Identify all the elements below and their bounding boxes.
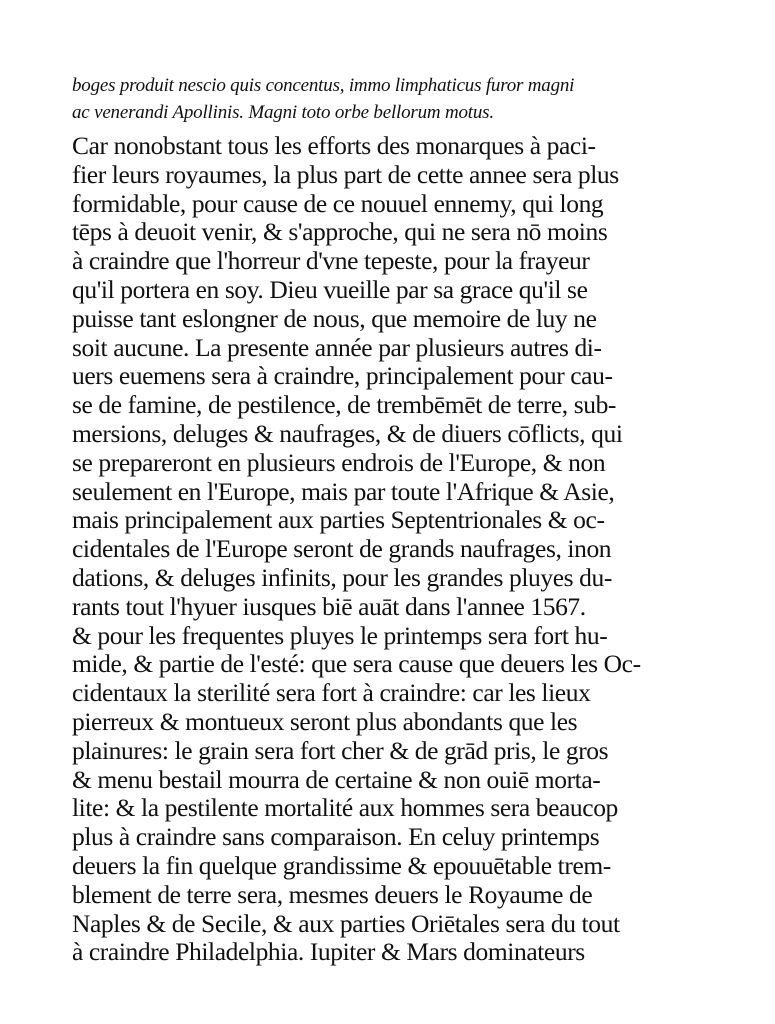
body-line: puisse tant eslongner de nous, que memoire de luy ne	[72, 303, 597, 333]
body-line: blement de terre sera, mesmes deuers le Royaume de	[72, 879, 593, 909]
body-line: & pour les frequentes pluyes le printemps sera fort hu-	[72, 620, 608, 650]
latin-line: boges produit nescio quis concentus, immo limphaticus furor magni	[72, 75, 575, 96]
body-line: uers euemens sera à craindre, principalement pour cau-	[72, 361, 613, 391]
latin-line: ac venerandi Apollinis. Magni toto orbe bellorum motus.	[72, 102, 494, 123]
body-line: mide, & partie de l'esté: que sera cause que deuers les Oc-	[72, 649, 641, 679]
body-line: pierreux & montueux seront plus abondants que les	[72, 706, 578, 736]
body-line: plainures: le grain sera fort cher & de grād pris, le gros	[72, 735, 609, 765]
body-line: fier leurs royaumes, la plus part de cette annee sera plus	[72, 159, 619, 189]
body-line: tēps à deuoit venir, & s'approche, qui ne sera nō moins	[72, 217, 608, 247]
text-block	[72, 72, 672, 967]
body-line: se prepareront en plusieurs endrois de l'Europe, & non	[72, 447, 606, 477]
body-paragraph	[72, 132, 672, 967]
body-line: dations, & deluges infinits, pour les grandes pluyes du-	[72, 562, 612, 592]
body-line: cidentales de l'Europe seront de grands naufrages, inon	[72, 534, 612, 564]
body-line: Car nonobstant tous les efforts des monarques à paci-	[72, 131, 596, 160]
body-line: lite: & la pestilente mortalité aux hommes sera beaucop	[72, 793, 618, 823]
body-line: mais principalement aux parties Septentrionales & oc-	[72, 505, 605, 535]
body-line: rants tout l'hyuer iusques biē auāt dans l'annee 1567.	[72, 591, 586, 621]
body-line: cidentaux la sterilité sera fort à craindre: car les lieux	[72, 678, 591, 708]
body-line: se de famine, de pestilence, de trembēmēt de terre, sub-	[72, 390, 617, 420]
body-line: à craindre Philadelphia. Iupiter & Mars dominateurs	[72, 937, 585, 967]
body-line: & menu bestail mourra de certaine & non ouiē morta-	[72, 764, 601, 794]
latin-verse	[72, 72, 672, 126]
body-line: soit aucune. La presente année par plusieurs autres di-	[72, 332, 602, 362]
body-line: deuers la fin quelque grandissime & epouuētable trem-	[72, 850, 611, 880]
body-line: Naples & de Secile, & aux parties Oriētales sera du tout	[72, 908, 620, 938]
body-line: qu'il portera en soy. Dieu vueille par sa grace qu'il se	[72, 274, 588, 304]
body-line: plus à craindre sans comparaison. En celuy printemps	[72, 822, 600, 852]
body-line: mersions, deluges & naufrages, & de diuers cōflicts, qui	[72, 418, 623, 448]
body-line: à craindre que l'horreur d'vne tepeste, pour la frayeur	[72, 246, 590, 276]
body-line: seulement en l'Europe, mais par toute l'Afrique & Asie,	[72, 476, 615, 506]
body-line: formidable, pour cause de ce nouuel ennemy, qui long	[72, 188, 604, 218]
